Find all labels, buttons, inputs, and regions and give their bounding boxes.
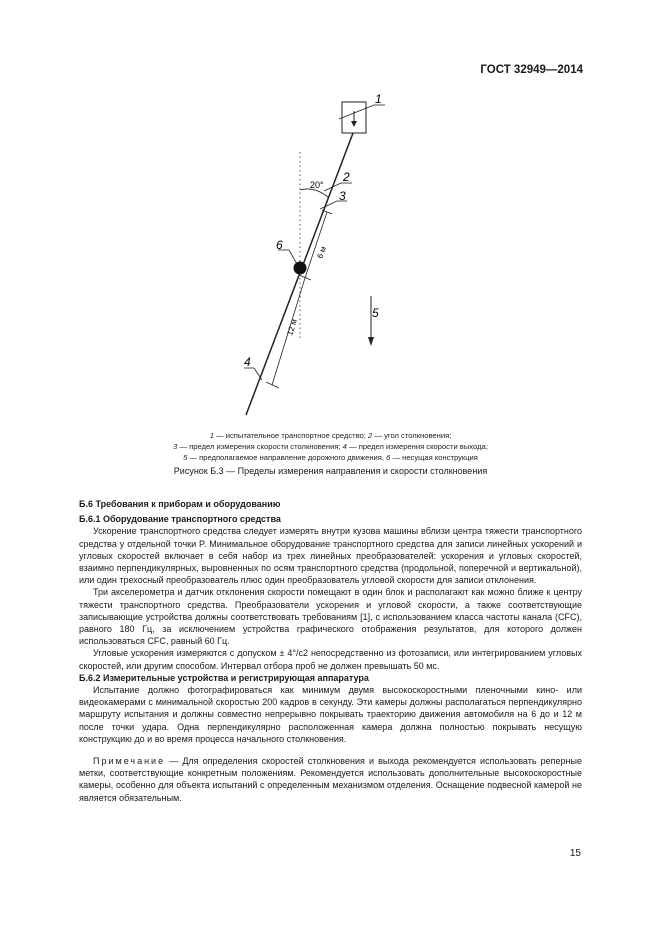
paragraph-2: Три акселерометра и датчик отклонения скорости помещают в один блок и располагают как можно ближе к центру тяжести транспортного средства. Преобразователи ускорения и угловой скорости, а также соответствующие записывающие устройства должны соответствовать требованиям [1], с использованием класса частоты канала (CFC), равного 180 Гц, за исключением устройства графического отображения результатов, для которого должен использоваться CFC, равный 60 Гц. bbox=[79, 587, 582, 647]
label-2: 2 bbox=[343, 170, 350, 184]
section-heading: Б.6 Требования к приборам и оборудованию bbox=[79, 499, 281, 509]
paragraph-3: Угловые ускорения измеряются с допуском ± 4°/с2 непосредственно из фотозаписи, или интегрированием угловых скоростей, или другим способом. Интервал отбора проб не должен превышать 50 мс. bbox=[79, 648, 582, 671]
test-vehicle bbox=[342, 102, 366, 133]
legend-line-2: 3 — предел измерения скорости столкновения; 4 — предел измерения скорости выхода; bbox=[173, 442, 488, 451]
page-number: 15 bbox=[569, 848, 581, 859]
label-3: 3 bbox=[339, 189, 346, 203]
figure-caption: Рисунок Б.3 — Пределы измерения направления и скорости столкновения bbox=[173, 466, 488, 476]
angle-arc bbox=[300, 189, 328, 197]
legend-line-1: 1 — испытательное транспортное средство; 2 — угол столкновения; bbox=[209, 431, 452, 440]
note-text: — Для определения скоростей столкновения и выхода рекомендуется использовать реперные метки, соответствующие конкретным положениям. Рекомендуется использовать дополнительные высокоскоростные камеры, особенно для объекта испытаний с определенным механизмом отделения. Оснащение подвесной камерой не является обязательным. bbox=[79, 756, 582, 803]
dimension-6m bbox=[305, 212, 327, 278]
document-id: ГОСТ 32949—2014 bbox=[480, 64, 583, 76]
subsection-1-heading: Б.6.1 Оборудование транспортного средства bbox=[79, 514, 281, 525]
legend-line-3: 5 — предполагаемое направление дорожного движения, 6 — несущая конструкция bbox=[183, 453, 478, 462]
paragraph-4: Испытание должно фотографироваться как минимум двумя высокоскоростными пленочными кино- или видеокамерами с минимальной скоростью 200 кадров в секунду. Эти камеры должны располагаться перпендикулярно маршруту испытания и должны совместно непрерывно покрывать траекторию движения автомобиля на 6 до и 12 м после точки удара. Одна перпендикулярно расположенная камера должна полностью покрывать несущую конструкцию до и во время процесса начального столкновения. bbox=[79, 685, 582, 744]
section-b6 bbox=[79, 498, 582, 804]
distance-12m-label: 12 м bbox=[285, 318, 300, 337]
label-6: 6 bbox=[276, 238, 283, 252]
distance-6m-label: 6 м bbox=[315, 245, 329, 260]
support-structure bbox=[294, 262, 307, 275]
note-label: Примечание bbox=[93, 756, 166, 767]
note bbox=[79, 755, 582, 804]
angle-label: 20° bbox=[310, 180, 324, 190]
paragraph-1: Ускорение транспортного средства следует измерять внутри кузова машины вблизи центра тяжести транспортного средства у отдельной точки P. Минимальное оборудование транспортного средства для записи линейных ускорений и угловых скоростей включает в себя набор из трех линейных преобразователей: ускорения и угловых скоростей, взаимно перпендикулярных, выровненных по осям транспортного средства (продольной, поперечной и вертикальной), или один трехосный преобразователь плюс один преобразователь угловой скорости для записи отклонения. bbox=[79, 526, 582, 586]
subsection-2-heading: Б.6.2 Измерительные устройства и регистрирующая аппаратура bbox=[79, 672, 369, 683]
label-1: 1 bbox=[375, 92, 382, 106]
label-5: 5 bbox=[372, 306, 379, 320]
label-4: 4 bbox=[244, 355, 251, 369]
